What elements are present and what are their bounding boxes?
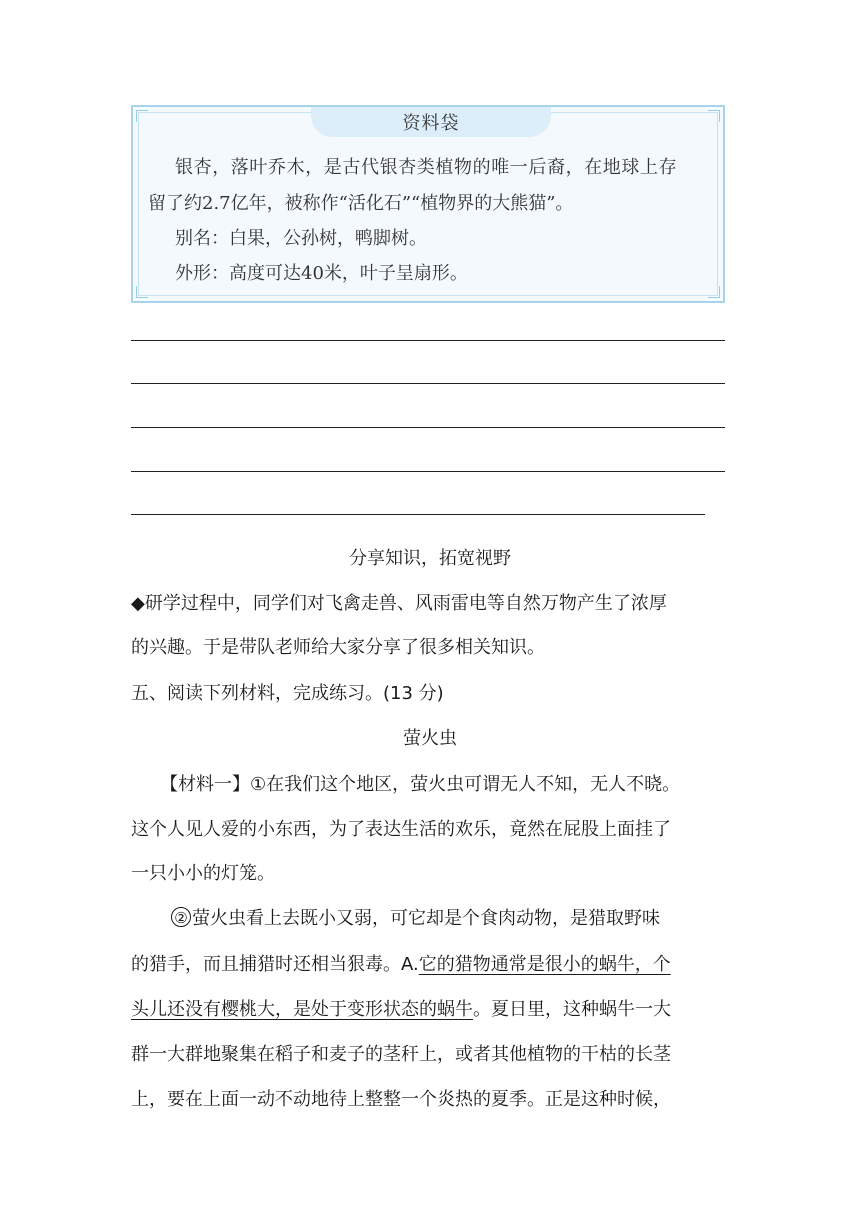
- article-title: 萤火虫: [403, 728, 457, 749]
- paragraph-line: [131, 995, 671, 1021]
- intro-text: ◆研学过程中，同学们对飞禽走兽、风雨雷电等自然万物产生了浓厚: [131, 593, 667, 614]
- info-box: [131, 105, 725, 303]
- info-box-line: 留了约2.7亿年，被称作“活化石”“植物界的大熊猫”。: [148, 193, 574, 214]
- question-heading: 五、阅读下列材料，完成练习。(13 分): [131, 683, 444, 704]
- corner-ornament: [136, 286, 148, 298]
- paragraph-line: 【材料一】①在我们这个地区，萤火虫可谓无人不知，无人不晓。: [160, 774, 681, 795]
- underlined-sentence: 头儿还没有樱桃大，是处于变形状态的蜗牛: [131, 999, 473, 1020]
- paragraph-line: 一只小小的灯笼。: [131, 863, 275, 884]
- paragraph-line: 群一大群地聚集在稻子和麦子的茎秆上，或者其他植物的干枯的长茎: [131, 1044, 671, 1065]
- underlined-sentence: 它的猎物通常是很小的蜗牛，个: [418, 954, 671, 975]
- info-box-line: 别名：白果，公孙树，鸭脚树。: [175, 228, 427, 249]
- answer-line[interactable]: [131, 514, 705, 515]
- info-box-line: 外形：高度可达40米，叶子呈扇形。: [175, 263, 468, 284]
- paragraph-line: [131, 950, 671, 976]
- paragraph-text: 萤火虫看上去既小又弱，可它却是个食肉动物，是猎取野味: [192, 908, 660, 929]
- paragraph-line: 这个人见人爱的小东西，为了表达生活的欢乐，竟然在屁股上面挂了: [131, 819, 671, 840]
- paragraph-text: 。夏日里，这种蜗牛一大: [473, 999, 671, 1020]
- corner-ornament: [136, 110, 148, 122]
- paragraph-line: [171, 904, 660, 930]
- answer-line[interactable]: [131, 471, 725, 472]
- answer-line[interactable]: [131, 383, 725, 384]
- paragraph-number: ②: [171, 907, 191, 927]
- answer-line[interactable]: [131, 427, 725, 428]
- corner-ornament: [708, 286, 720, 298]
- paragraph-text: 的猎手，而且捕猎时还相当狠毒。A.: [131, 954, 419, 975]
- paragraph-line: 上，要在上面一动不动地待上整整一个炎热的夏季。正是这种时候，: [131, 1089, 671, 1110]
- info-box-title: 资料袋: [311, 107, 551, 137]
- info-box-line: 银杏，落叶乔木，是古代银杏类植物的唯一后裔，在地球上存: [175, 157, 678, 178]
- section-heading: 分享知识，拓宽视野: [349, 548, 511, 569]
- corner-ornament: [708, 110, 720, 122]
- answer-line[interactable]: [131, 340, 725, 341]
- intro-text: 的兴趣。于是带队老师给大家分享了很多相关知识。: [131, 637, 545, 658]
